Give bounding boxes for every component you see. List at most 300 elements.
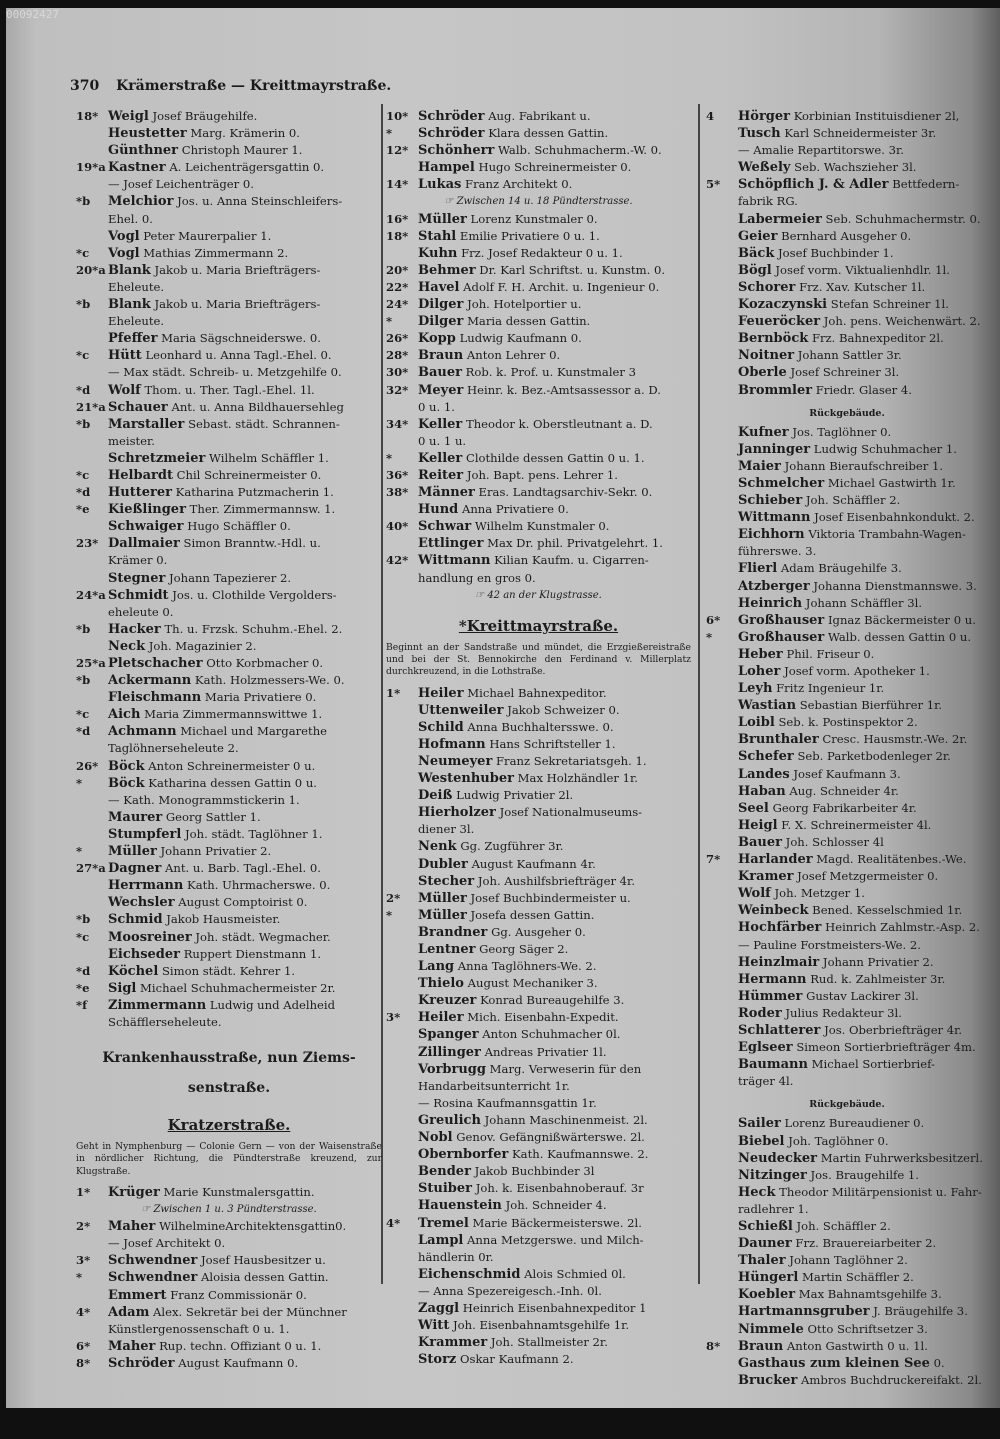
resident-name: Tusch [738,126,781,142]
resident-name: Brucker [738,1372,798,1388]
directory-entry [706,228,988,245]
cross-street-note: ☞ Zwischen 14 u. 18 Pündterstrasse. [444,196,633,208]
resident-details: Marie Bäckermeisterswe. 2l. [472,1215,642,1230]
resident-details: F. X. Schreinermeister 4l. [781,817,932,832]
resident-details: Ant. u. Barb. Tagl.-Ehel. 0. [165,861,321,876]
resident-name: Greulich [418,1112,481,1128]
directory-entry [706,193,988,210]
resident-details: Kath. Uhrmacherswe. 0. [187,878,331,893]
directory-entry [386,770,691,787]
directory-entry [386,1009,691,1026]
resident-details: 0 u. 1 u. [418,433,467,448]
directory-entry [706,364,988,381]
directory-entry [76,108,382,125]
resident-name: Dilger [418,297,464,313]
directory-entry [386,1078,691,1095]
resident-name: Pfeffer [108,331,158,347]
directory-entry [76,997,382,1014]
resident-details: Michael Gastwirth 1r. [827,475,956,490]
resident-details: — Kath. Monogrammstickerin 1. [108,792,300,807]
directory-entry [386,958,691,975]
resident-details: Rud. k. Zahlmeister 3r. [810,971,946,986]
resident-details: Max Bahnamtsgehilfe 3. [798,1287,942,1302]
directory-entry [76,399,382,416]
directory-entry [706,176,988,193]
resident-name: Stecher [418,873,475,889]
column-1 [76,108,382,1372]
resident-name: Ettlinger [418,536,484,552]
directory-entry [76,929,382,946]
resident-details: Josef Eisenbahnkondukt. 2. [814,510,975,525]
resident-details: Johann Bieraufschreiber 1. [784,458,944,473]
directory-entry [76,296,382,313]
resident-name: Reiter [418,467,464,483]
resident-name: Vorbrugg [418,1061,486,1077]
house-number: *d [76,485,91,500]
resident-details: Frz. Josef Redakteur 0 u. 1. [461,245,623,260]
directory-entry [706,766,988,783]
resident-name: Hutterer [108,485,172,501]
directory-entry [706,919,988,936]
directory-entry [76,740,382,757]
resident-name: Dilger [418,314,464,330]
directory-entry [706,1133,988,1150]
resident-name: Neck [108,638,146,654]
resident-details: Georg Fabrikarbeiter 4r. [772,800,917,815]
house-number: 3* [386,1010,401,1025]
resident-details: A. Leichenträgersgattin 0. [169,160,325,175]
resident-details: Frz. Xav. Kutscher 1l. [799,279,926,294]
resident-name: Schröder [108,1355,175,1371]
directory-entry [76,211,382,228]
resident-name: Witt [418,1318,450,1334]
resident-details: Joh. Metzger 1. [774,886,865,901]
resident-name: Sailer [738,1116,781,1132]
house-number: 4* [386,1215,401,1230]
resident-name: Günthner [108,143,179,159]
directory-entry [386,941,691,958]
resident-details: träger 4l. [738,1074,794,1089]
resident-name: Hochfärber [738,920,822,936]
resident-name: Bäck [738,245,775,261]
directory-entry [706,1252,988,1269]
resident-name: Spanger [418,1027,479,1043]
resident-name: Adam [108,1304,150,1320]
house-number: *d [76,382,91,397]
directory-entry [76,843,382,860]
directory-entry [386,1044,691,1061]
resident-details: Ther. Zimmermannsw. 1. [189,502,336,517]
house-number: 4 [706,109,715,123]
resident-name: Nobl [418,1130,453,1146]
resident-name: Lang [418,959,455,975]
resident-details: fabrik RG. [738,194,798,209]
resident-details: Anton Gastwirth 0 u. 1l. [786,1338,928,1353]
directory-entry [76,159,382,176]
directory-entry [706,1303,988,1320]
house-number: *c [76,707,90,722]
entry-list [76,1184,382,1201]
directory-entry [706,1286,988,1303]
directory-entry [76,775,382,792]
resident-name: Weigl [108,109,149,124]
house-number: *c [76,467,90,482]
house-number: 7* [706,852,721,867]
resident-name: Behmer [418,262,476,278]
resident-details: Marg. Verweserin für den [489,1061,642,1076]
resident-details: Maria Privatiere 0. [204,690,317,705]
resident-details: Kath. Holzmessers-We. 0. [194,673,345,688]
resident-details: Katharina Putzmacherin 1. [175,485,334,500]
directory-entry [76,723,382,740]
house-number: *e [76,502,90,517]
resident-name: Neudecker [738,1150,818,1166]
resident-name: Lukas [418,177,462,193]
resident-name: Emmert [108,1287,167,1303]
resident-details: Gg. Ausgeher 0. [491,924,586,939]
directory-entry [386,364,691,381]
resident-name: Maher [108,1219,156,1235]
resident-details: Eheleute. [108,279,165,294]
house-number: *b [76,621,91,636]
directory-entry [76,433,382,450]
directory-entry [76,262,382,279]
directory-entry [76,228,382,245]
directory-entry [386,1300,691,1317]
resident-details: Gg. Zugführer 3r. [460,839,564,854]
resident-details: Kilian Kaufm. u. Cigarren- [494,553,649,568]
resident-name: Lampl [418,1232,464,1248]
directory-entry [76,672,382,689]
resident-details: Bened. Kesselschmied 1r. [812,903,963,918]
directory-entry [76,1014,382,1031]
house-number: 6* [76,1338,91,1353]
house-number: 2* [386,890,401,905]
resident-name: Heinzlmair [738,954,820,970]
house-number: 42* [386,553,409,568]
resident-name: Eichseder [108,946,181,962]
resident-details: Chil Schreinermeister 0. [176,467,322,482]
house-number: 4* [76,1304,91,1319]
directory-entry [706,475,988,492]
directory-entry [706,1235,988,1252]
house-number: * [386,126,393,141]
resident-name: Eichenschmid [418,1266,521,1282]
directory-entry [386,1129,691,1146]
resident-details: Michael Schuhmachermeister 2r. [140,980,336,995]
directory-entry [76,860,382,877]
scan-id: 00092427 [6,8,59,21]
resident-details: Bernhard Ausgeher 0. [781,228,912,243]
resident-details: Wilhelm Schäffler 1. [209,450,329,465]
resident-details: Josef vorm. Viktualienhdlr. 1l. [775,262,950,277]
directory-entry [386,347,691,364]
house-number: 24*a [76,587,106,602]
resident-details: Seb. Wachszieher 3l. [794,160,917,175]
resident-details: Joh. Aushilfsbriefträger 4r. [477,873,635,888]
directory-entry [76,1355,382,1372]
resident-details: Maria Sägschneiderswe. 0. [161,331,321,346]
resident-details: — Rosina Kaufmannsgattin 1r. [418,1095,597,1110]
resident-details: Oskar Kaufmann 2. [459,1352,574,1367]
house-number: 40* [386,519,409,534]
resident-details: Alex. Sekretär bei der Münchner [153,1304,347,1319]
resident-name: Stahl [418,228,457,244]
resident-details: Joh. Schäffler 2. [796,1219,891,1233]
house-number: *c [76,245,90,260]
directory-entry [386,535,691,552]
directory-entry [706,211,988,228]
directory-entry [706,296,988,313]
directory-entry [706,543,988,560]
directory-entry [386,262,691,279]
resident-details: Franz Commissionär 0. [170,1287,307,1302]
directory-entry [386,296,691,313]
directory-entry [706,817,988,834]
house-number: 32* [386,382,409,397]
directory-entry [386,1232,691,1249]
resident-details: Jakob u. Maria Briefträgers- [154,262,321,277]
resident-details: Mathias Zimmermann 2. [143,245,289,260]
directory-entry [706,1167,988,1184]
resident-details: Joh. k. Eisenbahnoberauf. 3r [475,1181,644,1196]
directory-entry [76,706,382,723]
resident-name: Koebler [738,1287,796,1303]
resident-details: Ludwig Privatier 2l. [456,788,574,803]
resident-details: Peter Maurerpalier 1. [143,228,272,243]
directory-entry [386,484,691,501]
resident-name: Keller [418,450,463,466]
resident-details: Otto Schriftsetzer 3. [807,1321,928,1336]
house-number: 26* [76,758,99,773]
resident-name: Atzberger [738,578,810,594]
resident-name: Heigl [738,817,778,833]
resident-details: Michael Sortierbrief- [811,1057,935,1072]
directory-entry [76,911,382,928]
resident-details: Theodor k. Oberstleutnant a. D. [465,416,653,431]
resident-name: Kufner [738,424,789,440]
resident-details: Joh. Bapt. pens. Lehrer 1. [466,467,618,482]
resident-details: Heinrich Zahlmstr.-Asp. 2. [825,920,980,935]
resident-details: Jakob u. Maria Briefträgers- [154,297,321,312]
directory-entry [706,1321,988,1338]
directory-entry [386,890,691,907]
resident-details: Simon Branntw.-Hdl. u. [183,536,321,551]
directory-entry [76,125,382,142]
house-number: 34* [386,416,409,431]
house-number: 24* [386,297,409,312]
directory-entry [706,663,988,680]
resident-details: Seb. Parketbodenleger 2r. [797,749,951,764]
resident-name: Stegner [108,570,166,586]
resident-details: Joh. Eisenbahnamtsgehilfe 1r. [453,1318,630,1333]
resident-details: Franz Sekretariatsgeh. 1. [496,753,647,768]
resident-details: Cresc. Hausmstr.-We. 2r. [822,732,968,747]
house-number: * [76,775,83,790]
resident-name: Wastian [738,698,797,714]
resident-details: Korbinian Instituisdiener 2l, [793,109,960,123]
resident-details: Bettfedern- [892,177,960,192]
directory-entry [706,1039,988,1056]
resident-name: Heber [738,646,783,662]
resident-name: Wolf [108,382,141,398]
directory-entry [706,1150,988,1167]
resident-name: Hütt [108,348,142,364]
resident-details: Anna Buchhaltersswe. 0. [467,719,614,734]
resident-name: Wolf [738,886,771,902]
resident-name: Bögl [738,262,772,278]
resident-name: Krüger [108,1184,160,1200]
directory-entry [706,1056,988,1073]
directory-entry [706,800,988,817]
resident-name: Weinbeck [738,903,809,919]
resident-name: Kreuzer [418,993,477,1009]
resident-details: Josef Nationalmuseums- [499,805,643,820]
resident-name: Blank [108,262,151,278]
directory-entry [706,1355,988,1372]
resident-name: Gasthaus zum kleinen See [738,1355,930,1371]
directory-entry [386,1317,691,1334]
resident-details: Josef Hausbesitzer u. [201,1253,326,1268]
resident-details: Joh. Taglöhner 0. [788,1133,889,1148]
resident-name: Stumpferl [108,826,182,842]
house-number: 27*a [76,861,106,876]
directory-entry [76,894,382,911]
resident-name: Bernböck [738,331,809,347]
resident-details: Max Dr. phil. Privatgelehrt. 1. [487,536,663,551]
house-number: 8* [76,1355,91,1370]
resident-name: Schröder [418,109,485,124]
directory-entry [76,826,382,843]
resident-name: Thaler [738,1253,786,1269]
resident-name: Maher [108,1338,156,1354]
resident-name: Uttenweiler [418,702,504,718]
resident-details: — Max städt. Schreib- u. Metzgehilfe 0. [108,365,342,380]
directory-entry [386,1061,691,1078]
resident-name: Hümmer [738,988,803,1004]
resident-name: Müller [418,907,467,923]
directory-entry [76,963,382,980]
resident-name: Maurer [108,809,163,825]
resident-details: Lorenz Bureaudiener 0. [784,1116,925,1131]
directory-entry [706,1372,988,1389]
directory-entry [76,382,382,399]
directory-entry [76,946,382,963]
house-number: 28* [386,348,409,363]
resident-details: Max Holzhändler 1r. [517,771,638,786]
column-2 [386,108,691,1368]
resident-details: Andreas Privatier 1l. [484,1044,607,1059]
resident-name: Schorer [738,279,796,295]
directory-entry [706,279,988,296]
resident-name: Nimmele [738,1321,804,1337]
resident-details: meister. [108,433,155,448]
directory-entry [706,714,988,731]
rear-building-heading: Rückgebäude. [809,407,885,419]
directory-entry [386,856,691,873]
resident-details: Thom. u. Ther. Tagl.-Ehel. 1l. [144,382,315,397]
resident-details: Jos. u. Anna Steinschleifers- [177,194,343,209]
directory-entry [76,655,382,672]
directory-entry [706,125,988,142]
resident-details: Josefa dessen Gattin. [470,907,595,922]
directory-entry [386,159,691,176]
resident-name: Landes [738,766,790,782]
resident-details: — Anna Spezereigesch.-Inh. 0l. [418,1283,602,1298]
resident-name: Schmid [108,912,163,928]
house-number: 38* [386,485,409,500]
street-description: Geht in Nymphenburg — Colonie Gern — von der Waisenstraße in nördlicher Richtung, die Pündterstraße kreuzend, zur Klugstraße. [76,1141,382,1177]
resident-details: Anton Schreinermeister 0 u. [148,758,316,773]
resident-name: Männer [418,485,475,501]
resident-name: Hampel [418,160,475,176]
resident-name: Heinrich [738,595,803,611]
resident-details: Johann Schäffler 3l. [805,595,923,610]
resident-name: Leyh [738,681,773,697]
directory-entry [706,595,988,612]
resident-details: Leonhard u. Anna Tagl.-Ehel. 0. [145,348,332,363]
directory-entry [76,450,382,467]
resident-name: Lentner [418,942,476,958]
house-number: 1* [76,1184,91,1199]
resident-name: Schöpflich J. & Adler [738,177,889,193]
resident-name: Brandner [418,924,488,940]
directory-entry [76,587,382,604]
page-title: Krämerstraße — Kreittmayrstraße. [116,78,392,94]
directory-entry [386,1197,691,1214]
resident-details: Adolf F. H. Archit. u. Ingenieur 0. [463,279,660,294]
directory-entry [386,1026,691,1043]
house-number: 36* [386,467,409,482]
resident-details: Seb. k. Postinspektor 2. [778,715,918,730]
directory-entry [76,484,382,501]
directory-entry [386,501,691,518]
directory-entry [706,1338,988,1355]
directory-entry [706,748,988,765]
directory-entry [706,142,988,159]
resident-details: Georg Sattler 1. [165,809,261,824]
directory-entry [76,1184,382,1201]
resident-details: Johann Privatier 2. [160,844,272,859]
resident-name: Schwendner [108,1253,198,1269]
resident-name: Schröder [418,126,485,142]
directory-entry [76,279,382,296]
resident-details: eheleute 0. [108,604,174,619]
directory-entry [706,868,988,885]
house-number: 5* [706,177,721,192]
resident-name: Dallmaier [108,536,180,552]
house-number: * [386,450,393,465]
resident-name: Fleischmann [108,690,202,706]
resident-details: Joh. Schneider 4. [505,1198,607,1213]
resident-details: Frz. Brauereiarbeiter 2. [795,1236,937,1251]
resident-details: Josef Bräugehilfe. [152,109,258,123]
directory-entry [386,753,691,770]
resident-details: Viktoria Trambahn-Wagen- [808,527,966,542]
resident-details: Jos. u. Clothilde Vergolders- [172,587,337,602]
house-number: *b [76,673,91,688]
resident-name: Köchel [108,963,159,979]
resident-name: Vogl [108,245,140,261]
resident-name: Kopp [418,331,456,347]
resident-details: Jos. Taglöhner 0. [792,424,892,439]
directory-entry [706,1005,988,1022]
directory-entry [386,873,691,890]
directory-entry [386,1334,691,1351]
resident-name: Noitner [738,348,795,364]
entry-list [386,211,691,587]
directory-entry [706,560,988,577]
